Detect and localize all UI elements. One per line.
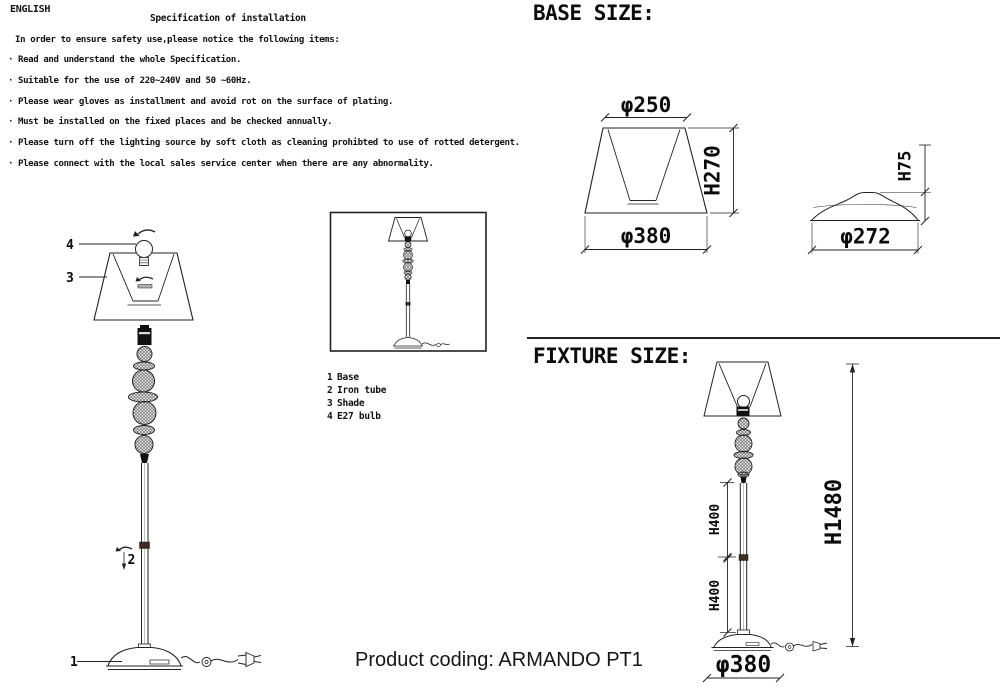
product-coding: Product coding: ARMANDO PT1 — [355, 649, 643, 671]
language-label: ENGLISH — [10, 4, 51, 15]
exploded-lamp-drawing — [55, 215, 270, 675]
part-name: Base — [337, 372, 359, 383]
part-name: Shade — [337, 398, 365, 409]
shade-profile — [585, 128, 707, 213]
dim-base-diameter: φ272 — [840, 224, 891, 249]
dim-upper-tube: H400 — [708, 503, 723, 536]
base-size-heading: BASE SIZE: — [533, 1, 655, 25]
base-profile — [810, 193, 920, 221]
fixture-tube-joint — [739, 555, 748, 561]
dim-shade-height: H270 — [700, 145, 725, 196]
fixture-size-heading: FIXTURE SIZE: — [533, 344, 691, 368]
fixture-beads — [734, 418, 753, 477]
inline-switch-icon — [786, 643, 794, 651]
rotate-arrow-icon — [133, 230, 155, 237]
part-name: E27 bulb — [337, 411, 381, 422]
part-number: 2 — [327, 385, 333, 396]
safety-item-text: Read and understand the whole Specification. — [18, 55, 242, 65]
parts-list — [327, 371, 386, 423]
base-dimension-drawing — [800, 135, 935, 260]
safety-item — [8, 133, 520, 154]
bullet-dot — [8, 71, 18, 92]
plug-icon — [813, 642, 827, 652]
callout-bulb: 4 — [66, 238, 74, 253]
safety-item-text: Please turn off the lighting source by soft cloth as cleaning prohibted to use of rotted detergent. — [18, 138, 520, 149]
safety-item — [8, 112, 520, 133]
dim-shade-bottom-diameter: φ380 — [620, 224, 672, 248]
dim-base-height: H75 — [895, 150, 916, 182]
parts-list-item — [327, 410, 386, 423]
fixture-socket — [737, 407, 750, 417]
fixture-dimension-drawing — [665, 352, 865, 686]
dim-lower-tube: H400 — [708, 579, 723, 612]
bullet-dot — [8, 154, 18, 175]
dim-fixture-base-diameter: φ380 — [715, 652, 772, 678]
fixture-bulb — [738, 396, 750, 408]
fixture-tube — [739, 483, 748, 634]
safety-item — [8, 92, 520, 113]
fixture-bead-collar — [741, 477, 747, 483]
section-divider — [527, 337, 1000, 339]
assembled-lamp-thumbnail — [328, 210, 488, 355]
bullet-dot — [8, 112, 18, 133]
safety-item-text: Please connect with the local sales service center when there are any abnormality. — [18, 158, 434, 169]
power-cord — [181, 653, 261, 667]
part-number: 1 — [327, 372, 333, 383]
safety-item-text: Please wear gloves as installment and avoid rot on the surface of plating. — [18, 96, 394, 107]
part-number: 4 — [327, 411, 333, 422]
safety-item-text: Must be installed on the fixed places and be checked annually. — [18, 117, 333, 128]
tube-joint — [140, 542, 150, 549]
bullet-dot — [8, 133, 18, 154]
bullet-dot — [8, 92, 18, 113]
parts-list-item — [327, 371, 386, 384]
parts-list-item — [327, 384, 386, 397]
inline-switch-icon — [202, 658, 211, 667]
lamp-socket — [138, 325, 152, 345]
dim-line-total-height — [846, 364, 859, 647]
safety-item-text: Suitable for the use of 220~240V and 50 ~60Hz. — [18, 75, 252, 86]
callout-tube: 2 — [127, 553, 136, 568]
crystal-beads — [129, 347, 158, 454]
spec-title: Specification of installation — [150, 13, 306, 24]
dim-total-height: H1480 — [822, 478, 847, 546]
callout-base: 1 — [70, 655, 78, 670]
callout-shade: 3 — [66, 271, 74, 286]
plug-icon — [238, 653, 261, 667]
fixture-power-cord — [771, 642, 827, 652]
parts-list-item — [327, 397, 386, 410]
bullet-dot — [8, 50, 18, 71]
iron-tube — [140, 463, 150, 648]
dim-shade-top-diameter: φ250 — [620, 93, 672, 117]
part-number: 3 — [327, 398, 333, 409]
safety-items-list — [8, 50, 520, 175]
fixture-base — [712, 630, 774, 651]
bead-collar — [140, 454, 149, 463]
intro-line: In order to ensure safety use,please notice the following items: — [15, 35, 340, 45]
shade-dimension-drawing — [580, 88, 745, 266]
safety-item — [8, 71, 520, 92]
safety-item — [8, 50, 520, 71]
safety-item — [8, 154, 520, 175]
lamp-base — [106, 644, 183, 670]
part-name: Iron tube — [337, 385, 387, 396]
